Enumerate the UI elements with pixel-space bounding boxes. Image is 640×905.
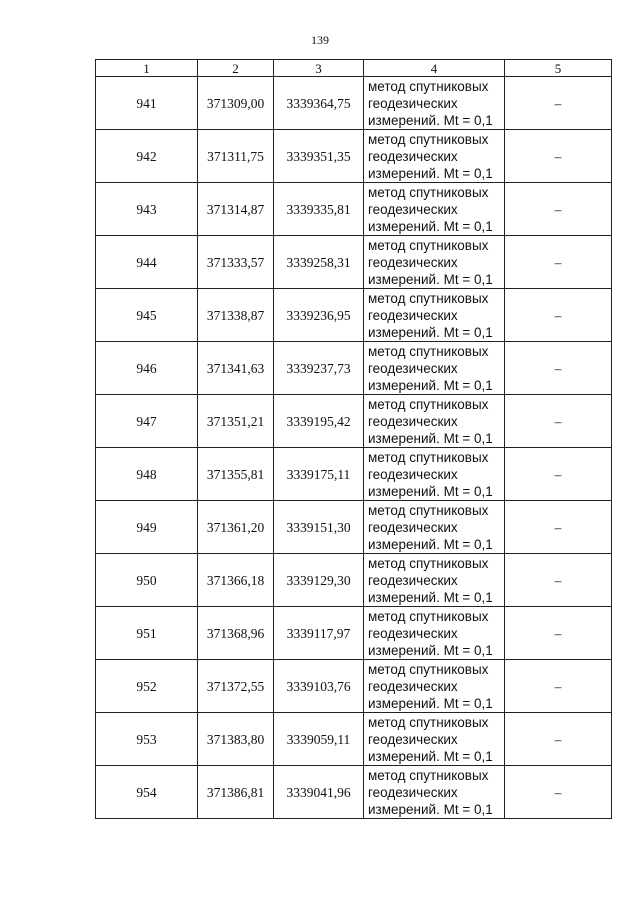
empty-dash: – [505, 554, 612, 607]
method-line: измерений. Mt = 0,1 [368, 112, 493, 128]
column-header-1: 1 [96, 60, 198, 77]
method-line: метод спутниковых [368, 290, 489, 306]
coordinate-x: 371368,96 [198, 607, 274, 660]
point-number: 942 [96, 130, 198, 183]
method-line: геодезических [368, 572, 458, 588]
method-line: метод спутниковых [368, 396, 489, 412]
method-line: метод спутниковых [368, 502, 489, 518]
method-line: измерений. Mt = 0,1 [368, 801, 493, 817]
method-line: измерений. Mt = 0,1 [368, 218, 493, 234]
point-number: 947 [96, 395, 198, 448]
coordinate-y: 3339236,95 [274, 289, 364, 342]
column-header-5: 5 [505, 60, 612, 77]
method-line: измерений. Mt = 0,1 [368, 324, 493, 340]
method-line: метод спутниковых [368, 555, 489, 571]
method-description [364, 448, 505, 501]
coordinate-y: 3339351,35 [274, 130, 364, 183]
empty-dash: – [505, 607, 612, 660]
coordinate-x: 371341,63 [198, 342, 274, 395]
point-number: 948 [96, 448, 198, 501]
method-line: геодезических [368, 95, 458, 111]
coordinate-x: 371314,87 [198, 183, 274, 236]
page-number: 139 [311, 33, 329, 47]
method-line: метод спутниковых [368, 237, 489, 253]
empty-dash: – [505, 448, 612, 501]
table-row [96, 660, 612, 713]
column-header-4: 4 [364, 60, 505, 77]
table-row [96, 289, 612, 342]
table-row [96, 501, 612, 554]
method-line: метод спутниковых [368, 343, 489, 359]
method-description [364, 395, 505, 448]
table-row [96, 395, 612, 448]
method-line: измерений. Mt = 0,1 [368, 589, 493, 605]
coordinate-y: 3339103,76 [274, 660, 364, 713]
coordinate-y: 3339151,30 [274, 501, 364, 554]
method-description [364, 660, 505, 713]
empty-dash: – [505, 130, 612, 183]
coordinate-y: 3339237,73 [274, 342, 364, 395]
empty-dash: – [505, 342, 612, 395]
coordinate-y: 3339129,30 [274, 554, 364, 607]
method-line: геодезических [368, 678, 458, 694]
method-line: метод спутниковых [368, 714, 489, 730]
table-header-row [96, 60, 612, 77]
method-line: геодезических [368, 466, 458, 482]
method-line: измерений. Mt = 0,1 [368, 695, 493, 711]
point-number: 943 [96, 183, 198, 236]
method-line: геодезических [368, 360, 458, 376]
column-header-3: 3 [274, 60, 364, 77]
coordinate-y: 3339175,11 [274, 448, 364, 501]
method-line: измерений. Mt = 0,1 [368, 642, 493, 658]
coordinates-table [95, 59, 612, 819]
method-line: геодезических [368, 254, 458, 270]
method-line: геодезических [368, 413, 458, 429]
method-line: метод спутниковых [368, 767, 489, 783]
method-description [364, 342, 505, 395]
table-row [96, 607, 612, 660]
point-number: 945 [96, 289, 198, 342]
method-line: измерений. Mt = 0,1 [368, 430, 493, 446]
method-line: измерений. Mt = 0,1 [368, 748, 493, 764]
coordinate-y: 3339258,31 [274, 236, 364, 289]
table-row [96, 183, 612, 236]
point-number: 946 [96, 342, 198, 395]
method-line: измерений. Mt = 0,1 [368, 377, 493, 393]
empty-dash: – [505, 713, 612, 766]
coordinate-y: 3339117,97 [274, 607, 364, 660]
coordinate-x: 371309,00 [198, 77, 274, 130]
point-number: 949 [96, 501, 198, 554]
coordinate-y: 3339041,96 [274, 766, 364, 819]
coordinate-x: 371383,80 [198, 713, 274, 766]
method-description [364, 501, 505, 554]
method-line: геодезических [368, 307, 458, 323]
table-body [96, 77, 612, 819]
method-description [364, 607, 505, 660]
point-number: 954 [96, 766, 198, 819]
method-line: метод спутниковых [368, 608, 489, 624]
method-description [364, 236, 505, 289]
method-line: метод спутниковых [368, 449, 489, 465]
empty-dash: – [505, 77, 612, 130]
empty-dash: – [505, 766, 612, 819]
table-row [96, 342, 612, 395]
coordinate-y: 3339335,81 [274, 183, 364, 236]
point-number: 951 [96, 607, 198, 660]
coordinate-x: 371338,87 [198, 289, 274, 342]
empty-dash: – [505, 289, 612, 342]
coordinate-x: 371355,81 [198, 448, 274, 501]
method-description [364, 766, 505, 819]
table-row [96, 77, 612, 130]
table-row [96, 236, 612, 289]
method-description [364, 130, 505, 183]
coordinate-x: 371311,75 [198, 130, 274, 183]
method-line: геодезических [368, 731, 458, 747]
coordinate-y: 3339195,42 [274, 395, 364, 448]
table-row [96, 554, 612, 607]
column-header-2: 2 [198, 60, 274, 77]
method-line: метод спутниковых [368, 184, 489, 200]
table-row [96, 130, 612, 183]
coordinate-x: 371366,18 [198, 554, 274, 607]
method-line: метод спутниковых [368, 661, 489, 677]
method-line: измерений. Mt = 0,1 [368, 271, 493, 287]
table-row [96, 713, 612, 766]
method-line: геодезических [368, 201, 458, 217]
method-line: измерений. Mt = 0,1 [368, 536, 493, 552]
method-line: геодезических [368, 148, 458, 164]
point-number: 941 [96, 77, 198, 130]
empty-dash: – [505, 660, 612, 713]
coordinate-y: 3339059,11 [274, 713, 364, 766]
coordinate-x: 371372,55 [198, 660, 274, 713]
coordinate-x: 371361,20 [198, 501, 274, 554]
empty-dash: – [505, 183, 612, 236]
coordinate-y: 3339364,75 [274, 77, 364, 130]
method-line: геодезических [368, 519, 458, 535]
empty-dash: – [505, 236, 612, 289]
method-line: геодезических [368, 625, 458, 641]
method-line: геодезических [368, 784, 458, 800]
method-description [364, 713, 505, 766]
empty-dash: – [505, 395, 612, 448]
method-line: метод спутниковых [368, 131, 489, 147]
method-line: измерений. Mt = 0,1 [368, 483, 493, 499]
method-line: метод спутниковых [368, 78, 489, 94]
method-description [364, 77, 505, 130]
point-number: 950 [96, 554, 198, 607]
method-description [364, 183, 505, 236]
point-number: 953 [96, 713, 198, 766]
point-number: 952 [96, 660, 198, 713]
coordinate-x: 371351,21 [198, 395, 274, 448]
empty-dash: – [505, 501, 612, 554]
point-number: 944 [96, 236, 198, 289]
method-description [364, 289, 505, 342]
table-row [96, 766, 612, 819]
method-description [364, 554, 505, 607]
table-row [96, 448, 612, 501]
coordinate-x: 371386,81 [198, 766, 274, 819]
coordinate-x: 371333,57 [198, 236, 274, 289]
method-line: измерений. Mt = 0,1 [368, 165, 493, 181]
